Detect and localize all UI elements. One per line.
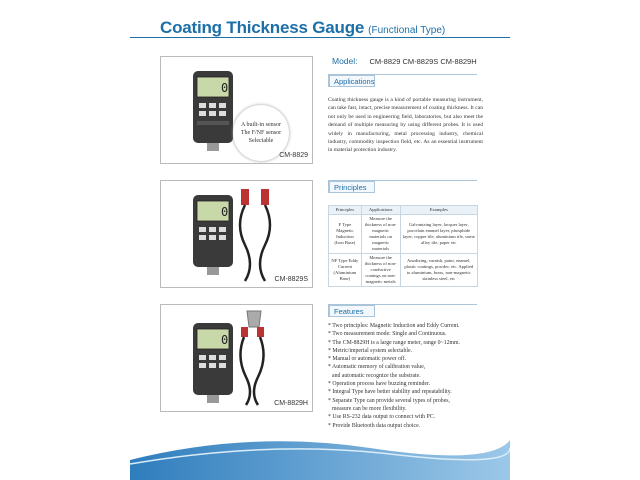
model-label: CM-8829H bbox=[274, 400, 308, 407]
page-title: Coating Thickness Gauge bbox=[160, 18, 365, 37]
principles-heading: Principles bbox=[328, 180, 477, 193]
model-key: Model: bbox=[332, 56, 358, 66]
list-item: and automatic recognize the substrate. bbox=[332, 372, 421, 379]
list-item: * Manual or automatic power off. bbox=[328, 356, 407, 363]
lcd-reading: 0 bbox=[221, 205, 229, 219]
page-subtitle: (Functional Type) bbox=[368, 25, 446, 36]
page-header bbox=[160, 18, 510, 38]
table-header-row: Principles Applications Examples bbox=[329, 206, 478, 215]
gauge-device-icon bbox=[161, 305, 312, 411]
list-item: * Two principles: Magnetic Induction and Eddy Current. bbox=[328, 323, 460, 329]
applications-heading: Applications bbox=[328, 74, 477, 87]
gauge-device-icon bbox=[161, 181, 312, 287]
list-item: * Operation process have buzzing reminder. bbox=[328, 381, 431, 388]
table-row: F Type Magnetic Induction (Iron Base) Measure the thickness of non-magnetic materials on magnetic materials Galvanizing layer, lacquer layer, porcelain enamel layer, phosphide layer, copper tile, aluminium tile, some alloy tile, paper etc bbox=[329, 215, 478, 254]
list-item: * Separate Type can provide several types of probes, bbox=[328, 397, 450, 404]
list-item: measure can be more flexibility. bbox=[332, 405, 407, 412]
model-label: CM-8829S bbox=[274, 276, 308, 283]
applications-text: Coating thickness gauge is a kind of portable measuring instrument, can take fast, intact, precise measurement of coating thickness. It can not only be used in engineering field, laboratories, but also meet the demand of multiple measuring by using different probes. It is used widely in manufacturing, metal processing industry, chemical industry, commodity inspection field, etc. As an essential instrument in material protection industry. bbox=[328, 97, 483, 154]
features-heading: Features bbox=[328, 304, 477, 317]
list-item: * Automatic memory of calibration value, bbox=[328, 364, 426, 371]
list-item: * Two measurement mode: Single and Continuous. bbox=[328, 331, 447, 338]
lcd-reading: 0 bbox=[221, 333, 229, 347]
lcd-reading: 0 bbox=[221, 81, 229, 95]
list-item: * The CM-8829H is a large range meter, range 0~12mm. bbox=[328, 339, 460, 346]
features-list bbox=[328, 322, 518, 430]
list-item: * Provide Bluetooth data output choice. bbox=[328, 422, 421, 429]
list-item: * Use RS-232 data output to connect with PC. bbox=[328, 414, 436, 421]
footer-wave-graphic bbox=[130, 430, 510, 480]
model-values: CM-8829 CM-8829S CM-8829H bbox=[369, 57, 477, 66]
table-row: NF Type Eddy Current (Aluminium Base) Measure the thickness of non-conductive coatings on non-magnetic metals Anodizing, varnish, paint, enamel, plastic coatings, powder, etc. Applied to aluminium, brass, non-magnetic stainless steel, etc bbox=[329, 254, 478, 287]
list-item: * Metric/imperial system selectable. bbox=[328, 347, 413, 354]
product-photo-cm-8829s bbox=[160, 180, 313, 288]
model-label: CM-8829 bbox=[279, 152, 308, 159]
header-divider bbox=[130, 37, 510, 38]
model-line bbox=[332, 56, 477, 66]
sensor-callout: A built-in sensor The F/NF sensor Selectable bbox=[233, 105, 289, 161]
product-photo-cm-8829h bbox=[160, 304, 313, 412]
product-photo-cm-8829 bbox=[160, 56, 313, 164]
principles-table bbox=[328, 205, 478, 287]
list-item: * Integral Type have better stability and repeatability. bbox=[328, 389, 452, 396]
